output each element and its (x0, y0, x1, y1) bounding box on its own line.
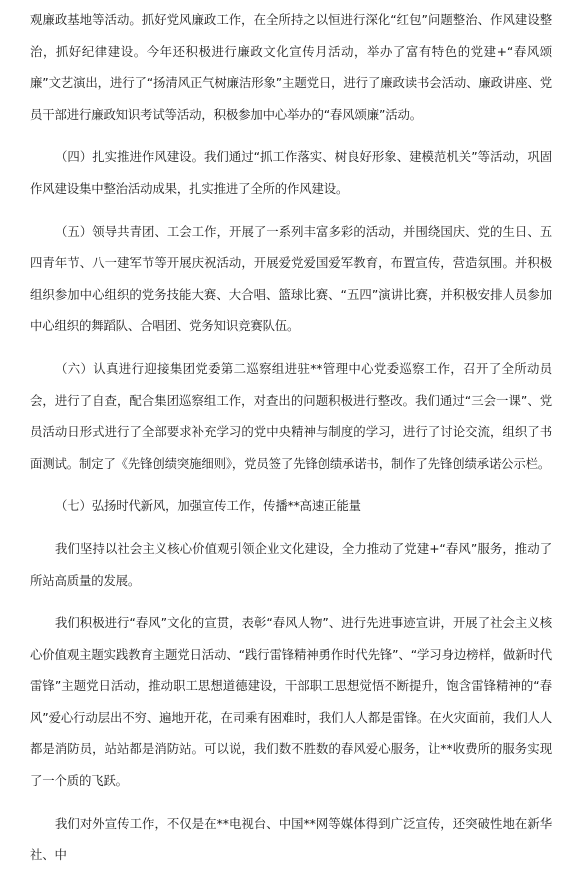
paragraph-1: 观廉政基地等活动。抓好党风廉政工作，在全所持之以恒进行深化“红包”问题整治、作风建设整治，抓好纪律建设。今年还积极进行廉政文化宣传月活动，举办了富有特色的党建+“春风颂廉”文艺演出，进行了“扬清风正气树廉洁形象”主题党日，进行了廉政读书会活动、廉政讲座、党员干部进行廉政知识考试等活动，积极参加中心举办的“春风颂廉”活动。 (30, 12, 552, 122)
paragraph-8: 我们对外宣传工作，不仅是在**电视台、中国**网等媒体得到广泛宣传，还突破性地在新华社、中 (30, 815, 552, 863)
paragraph-2: （四）扎实推进作风建设。我们通过“抓工作落实、树良好形象、建模范机关”等活动，巩固作风建设集中整治活动成果，扎实推进了全所的作风建设。 (30, 149, 552, 196)
paragraph-5-heading: （七）弘扬时代新风，加强宣传工作，传播**高速正能量 (55, 498, 361, 514)
paragraph-4: （六）认真进行迎接集团党委第二巡察组进驻**管理中心党委巡察工作，召开了全所动员会，进行了自查，配合集团巡察组工作，对查出的问题积极进行整改。我们通过“三会一课”、党员活动日形式进行了全部要求补充学习的党中央精神与制度的学习，进行了讨论交流，组织了书面测试。制定了《先锋创绩突施细则》，党员签了先锋创绩承诺书，制作了先锋创绩承诺公示栏。 (30, 360, 552, 471)
paragraph-7: 我们积极进行“春风”文化的宣贯，表彰“春风人物”、进行先进事迹宣讲，开展了社会主义核心价值观主题实践教育主题党日活动、“践行雷锋精神勇作时代先锋”、“学习身边榜样，做新时代雷锋”主题党日活动，推动职工思想道德建设，干部职工思想觉悟不断提升，饱含雷锋精神的“春风”爱心行动层出不穷、遍地开花，在司乘有困难时，我们人人都是雷锋。在火灾面前，我们人人都是消防员，站站都是消防站。可以说，我们数不胜数的春风爱心服务，让**收费所的服务实现了一个质的飞跃。 (30, 615, 553, 789)
paragraph-3: （五）领导共青团、工会工作，开展了一系列丰富多彩的活动，并围绕国庆、党的生日、五四青年节、八一建军节等开展庆祝活动，开展爱党爱国爱军教育，布置宣传，营造氛围。并积极组织参加中心组织的党务技能大赛、大合唱、篮球比赛、“五四”演讲比赛，并积极安排人员参加中心组织的舞蹈队、合唱团、党务知识竞赛队伍。 (30, 223, 552, 334)
paragraph-6: 我们坚持以社会主义核心价值观引领企业文化建设，全力推动了党建+“春风”服务，推动了所站高质量的发展。 (30, 540, 552, 588)
